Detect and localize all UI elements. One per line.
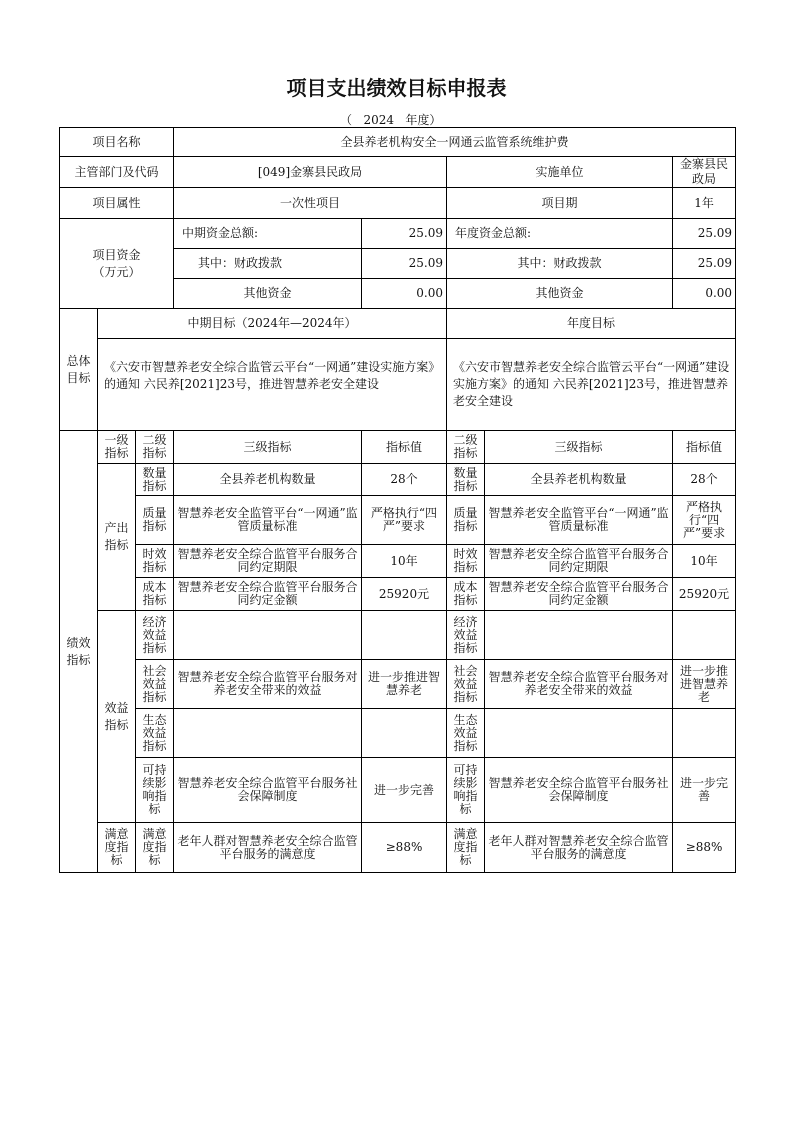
- economic-value-y: [673, 611, 736, 660]
- quality-label-y: 质量指标: [447, 496, 485, 545]
- time-value: 10年: [362, 545, 447, 578]
- year-total-value: 25.09: [673, 219, 736, 249]
- lvl3-header: 三级指标: [174, 431, 362, 464]
- satisfaction-value: ≥88%: [362, 823, 447, 873]
- mid-total-label: 中期资金总额:: [174, 219, 362, 249]
- project-name-label: 项目名称: [60, 128, 174, 157]
- lvl2-header: 二级指标: [136, 431, 174, 464]
- economic-name-y: [485, 611, 673, 660]
- economic-name: [174, 611, 362, 660]
- performance-table: [59, 127, 736, 873]
- year-goal-text: 《六安市智慧养老安全综合监管云平台“一网通”建设实施方案》的通知 六民养[2021]23号，推进智慧养老安全建设: [447, 339, 736, 431]
- time-value-y: 10年: [673, 545, 736, 578]
- value-header: 指标值: [362, 431, 447, 464]
- quantity-value-y: 28个: [673, 464, 736, 496]
- time-label: 时效指标: [136, 545, 174, 578]
- cost-label-y: 成本指标: [447, 578, 485, 611]
- social-name-y: 智慧养老安全综合监管平台服务对养老安全带来的效益: [485, 660, 673, 709]
- time-label-y: 时效指标: [447, 545, 485, 578]
- perf-indicator-label: 绩效指标: [60, 431, 98, 873]
- impl-unit-value: 金寨县民政局: [673, 157, 736, 188]
- lvl2-header-y: 二级指标: [447, 431, 485, 464]
- lvl1-header: 一级指标: [98, 431, 136, 464]
- lvl3-header-y: 三级指标: [485, 431, 673, 464]
- quantity-value: 28个: [362, 464, 447, 496]
- social-label-y: 社会效益指标: [447, 660, 485, 709]
- mid-goal-text: 《六安市智慧养老安全综合监管云平台“一网通”建设实施方案》的通知 六民养[2021]23号，推进智慧养老安全建设: [98, 339, 447, 431]
- time-name-y: 智慧养老安全综合监管平台服务合同约定期限: [485, 545, 673, 578]
- cost-value-y: 25920元: [673, 578, 736, 611]
- satisfaction-name: 老年人群对智慧养老安全综合监管平台服务的满意度: [174, 823, 362, 873]
- year-fiscal-value: 25.09: [673, 249, 736, 279]
- time-name: 智慧养老安全综合监管平台服务合同约定期限: [174, 545, 362, 578]
- year-fiscal-label: 其中：财政拨款: [447, 249, 673, 279]
- social-name: 智慧养老安全综合监管平台服务对养老安全带来的效益: [174, 660, 362, 709]
- year-other-value: 0.00: [673, 279, 736, 309]
- mid-total-value: 25.09: [362, 219, 447, 249]
- mid-other-label: 其他资金: [174, 279, 362, 309]
- mid-fiscal-label: 其中：财政拨款: [174, 249, 362, 279]
- project-name-value: 全县养老机构安全一网通云监管系统维护费: [174, 128, 736, 157]
- cost-value: 25920元: [362, 578, 447, 611]
- mid-goal-header: 中期目标（2024年—2024年）: [98, 309, 447, 339]
- overall-goal-label: 总体目标: [60, 309, 98, 431]
- cost-label: 成本指标: [136, 578, 174, 611]
- year-line: （ 2024 年度）: [340, 113, 442, 127]
- social-value-y: 进一步推进智慧养老: [673, 660, 736, 709]
- attr-value: 一次性项目: [174, 188, 447, 219]
- value-header-y: 指标值: [673, 431, 736, 464]
- benefit-indicator-label: 效益指标: [98, 611, 136, 823]
- economic-value: [362, 611, 447, 660]
- sustain-value: 进一步完善: [362, 758, 447, 823]
- satisfaction-label: 满意度指标: [136, 823, 174, 873]
- attr-label: 项目属性: [60, 188, 174, 219]
- satisfaction-value-y: ≥88%: [673, 823, 736, 873]
- mid-fiscal-value: 25.09: [362, 249, 447, 279]
- quality-value-y: 严格执行“四严”要求: [673, 496, 736, 545]
- dept-label: 主管部门及代码: [60, 157, 174, 188]
- sustain-label: 可持续影响指标: [136, 758, 174, 823]
- dept-value: [049]金寨县民政局: [174, 157, 447, 188]
- sustain-label-y: 可持续影响指标: [447, 758, 485, 823]
- quality-name: 智慧养老安全监管平台“一网通”监管质量标准: [174, 496, 362, 545]
- eco-value: [362, 709, 447, 758]
- cost-name: 智慧养老安全综合监管平台服务合同约定金额: [174, 578, 362, 611]
- quantity-name: 全县养老机构数量: [174, 464, 362, 496]
- eco-label-y: 生态效益指标: [447, 709, 485, 758]
- year-total-label: 年度资金总额:: [447, 219, 673, 249]
- quality-name-y: 智慧养老安全监管平台“一网通”监管质量标准: [485, 496, 673, 545]
- satisfaction-name-y: 老年人群对智慧养老安全综合监管平台服务的满意度: [485, 823, 673, 873]
- eco-label: 生态效益指标: [136, 709, 174, 758]
- output-indicator-label: 产出指标: [98, 464, 136, 611]
- sustain-name-y: 智慧养老安全综合监管平台服务社会保障制度: [485, 758, 673, 823]
- economic-label-y: 经济效益指标: [447, 611, 485, 660]
- year-other-label: 其他资金: [447, 279, 673, 309]
- economic-label: 经济效益指标: [136, 611, 174, 660]
- mid-other-value: 0.00: [362, 279, 447, 309]
- social-label: 社会效益指标: [136, 660, 174, 709]
- quality-label: 质量指标: [136, 496, 174, 545]
- social-value: 进一步推进智慧养老: [362, 660, 447, 709]
- satisfaction-label-y: 满意度指标: [447, 823, 485, 873]
- quantity-name-y: 全县养老机构数量: [485, 464, 673, 496]
- quantity-label-y: 数量指标: [447, 464, 485, 496]
- page-title: 项目支出绩效目标申报表: [286, 76, 507, 100]
- funds-label: 项目资金 （万元）: [60, 219, 174, 309]
- period-label: 项目期: [447, 188, 673, 219]
- cost-name-y: 智慧养老安全综合监管平台服务合同约定金额: [485, 578, 673, 611]
- impl-unit-label: 实施单位: [447, 157, 673, 188]
- eco-name: [174, 709, 362, 758]
- eco-name-y: [485, 709, 673, 758]
- sustain-name: 智慧养老安全综合监管平台服务社会保障制度: [174, 758, 362, 823]
- sustain-value-y: 进一步完善: [673, 758, 736, 823]
- satisfaction-indicator-label: 满意度指标: [98, 823, 136, 873]
- quality-value: 严格执行“四严”要求: [362, 496, 447, 545]
- year-goal-header: 年度目标: [447, 309, 736, 339]
- eco-value-y: [673, 709, 736, 758]
- quantity-label: 数量指标: [136, 464, 174, 496]
- period-value: 1年: [673, 188, 736, 219]
